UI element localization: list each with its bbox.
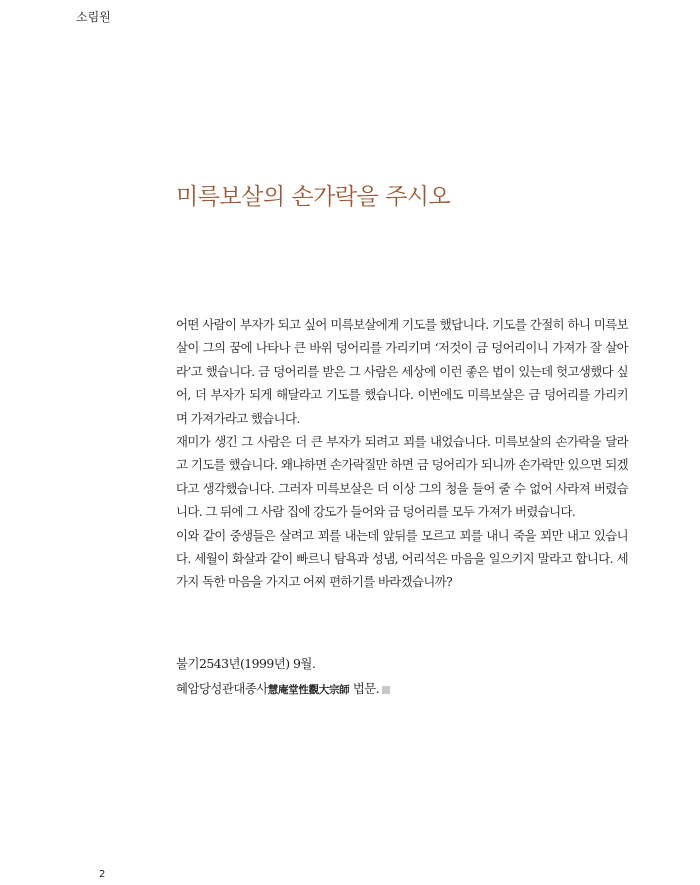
author-suffix: 법문. xyxy=(349,681,380,696)
publisher-header: 소림원 xyxy=(76,10,111,24)
signature-author xyxy=(176,676,390,703)
signature-date: 불기2543년(1999년) 9월. xyxy=(176,656,316,671)
page-number: 2 xyxy=(99,869,106,880)
body-paragraph-3: 이와 같이 중생들은 살려고 꾀를 내는데 앞뒤를 모르고 꾀를 내니 죽을 꾀만 내고 있습니다. 세월이 화살과 같이 빠르니 탐욕과 성냄, 어리석은 마음을 일으키지 말라고 합니다. 세 가지 독한 마음을 가지고 어찌 편하기를 바라겠습니까? xyxy=(176,527,628,590)
article-body xyxy=(176,313,628,594)
body-paragraph-1: 어떤 사람이 부자가 되고 싶어 미륵보살에게 기도를 했답니다. 기도를 간절히 하니 미륵보살이 그의 꿈에 나타나 큰 바위 덩어리를 가리키며 ‘저것이 금 덩어리이니 가져가 잘 살아라’고 했습니다. 금 덩어리를 받은 그 사람은 세상에 이런 좋은 법이 있는데 헛고생했다 싶어, 더 부자가 되게 해달라고 기도를 했습니다. 이번에도 미륵보살은 금 덩어리를 가리키며 가져가라고 했습니다. xyxy=(176,317,628,426)
author-hanja: 慧庵堂性觀大宗師 xyxy=(267,684,350,696)
author-name: 혜암당성관대종사 xyxy=(176,681,268,696)
end-mark-icon xyxy=(382,686,390,694)
body-paragraph-2: 재미가 생긴 그 사람은 더 큰 부자가 되려고 꾀를 내었습니다. 미륵보살의 손가락을 달라고 기도를 했습니다. 왜냐하면 손가락질만 하면 금 덩어리가 되니까 손가락만 있으면 되겠다고 생각했습니다. 그러자 미륵보살은 더 이상 그의 청을 들어 줄 수 없어 사라져 버렸습니다. 그 뒤에 그 사람 집에 강도가 들어와 금 덩어리를 모두 가져가 버렸습니다. xyxy=(176,434,628,520)
article-title: 미륵보살의 손가락을 주시오 xyxy=(176,184,451,210)
signature-block xyxy=(176,651,390,703)
